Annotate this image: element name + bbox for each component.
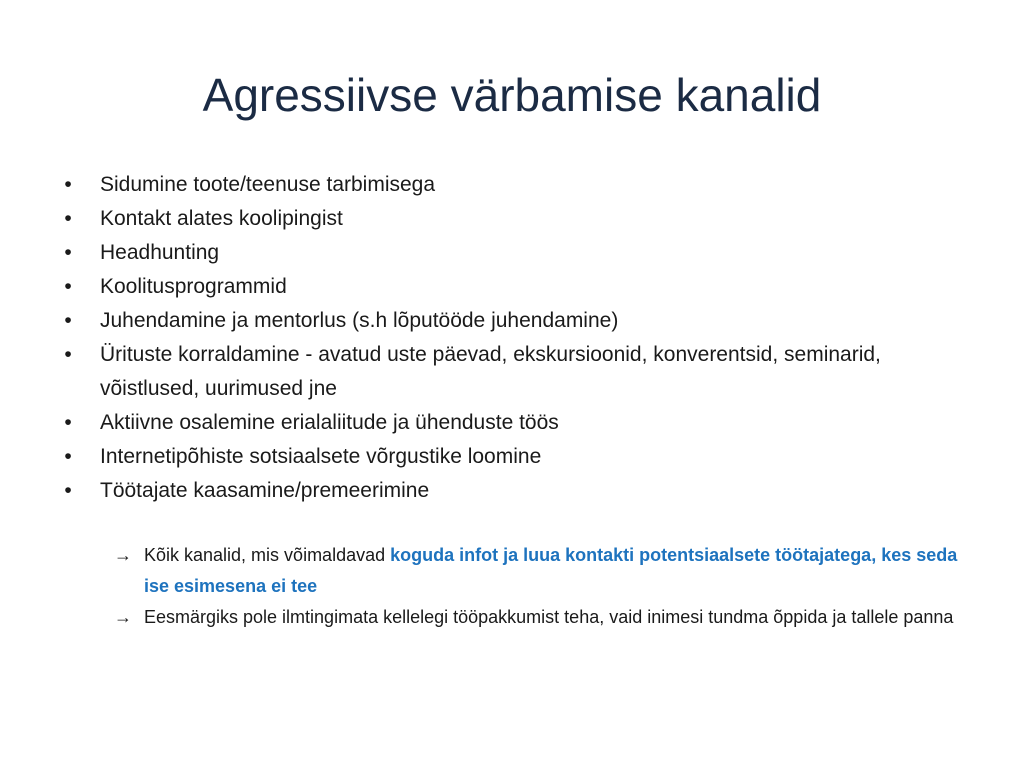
bullet-item <box>58 440 958 474</box>
bullet-list <box>58 168 958 508</box>
bullet-icon: • <box>64 309 72 332</box>
bullet-item <box>58 236 958 270</box>
note-list <box>114 540 974 633</box>
note-highlight: koguda infot ja luua kontakti potentsiaalsete töötajatega, kes seda ise esimesena ei tee <box>144 545 958 596</box>
bullet-icon: • <box>64 445 72 468</box>
bullet-text: Ürituste korraldamine - avatud uste päevad, ekskursioonid, konverentsid, seminarid, võistlused, uurimused jne <box>100 343 881 400</box>
bullet-item <box>58 338 958 406</box>
arrow-right-icon: → <box>114 607 132 627</box>
bullet-item <box>58 474 958 508</box>
bullet-icon: • <box>64 479 72 502</box>
note-item <box>114 540 974 602</box>
arrow-right-icon: → <box>114 545 132 565</box>
note-text: Eesmärgiks pole ilmtingimata kellelegi tööpakkumist teha, vaid inimesi tundma õppida ja tallele panna <box>144 607 954 627</box>
bullet-text: Juhendamine ja mentorlus (s.h lõputööde juhendamine) <box>100 309 619 332</box>
bullet-item <box>58 270 958 304</box>
bullet-text: Koolitusprogrammid <box>100 275 287 298</box>
slide-title: Agressiivse värbamise kanalid <box>202 69 822 121</box>
note-item <box>114 602 974 633</box>
bullet-icon: • <box>64 241 72 264</box>
bullet-text: Internetipõhiste sotsiaalsete võrgustike loomine <box>100 445 542 468</box>
bullet-text: Töötajate kaasamine/premeerimine <box>100 479 430 502</box>
bullet-item <box>58 168 958 202</box>
bullet-item <box>58 304 958 338</box>
bullet-item <box>58 202 958 236</box>
bullet-icon: • <box>64 411 72 434</box>
bullet-icon: • <box>64 207 72 230</box>
bullet-icon: • <box>64 173 72 196</box>
bullet-text: Aktiivne osalemine erialaliitude ja ühenduste töös <box>100 411 559 434</box>
bullet-text: Sidumine toote/teenuse tarbimisega <box>100 173 436 196</box>
bullet-text: Headhunting <box>100 241 220 264</box>
bullet-icon: • <box>64 275 72 298</box>
bullet-text: Kontakt alates koolipingist <box>100 207 343 230</box>
bullet-icon: • <box>64 343 72 366</box>
bullet-item <box>58 406 958 440</box>
note-text: Kõik kanalid, mis võimaldavad <box>144 545 391 565</box>
